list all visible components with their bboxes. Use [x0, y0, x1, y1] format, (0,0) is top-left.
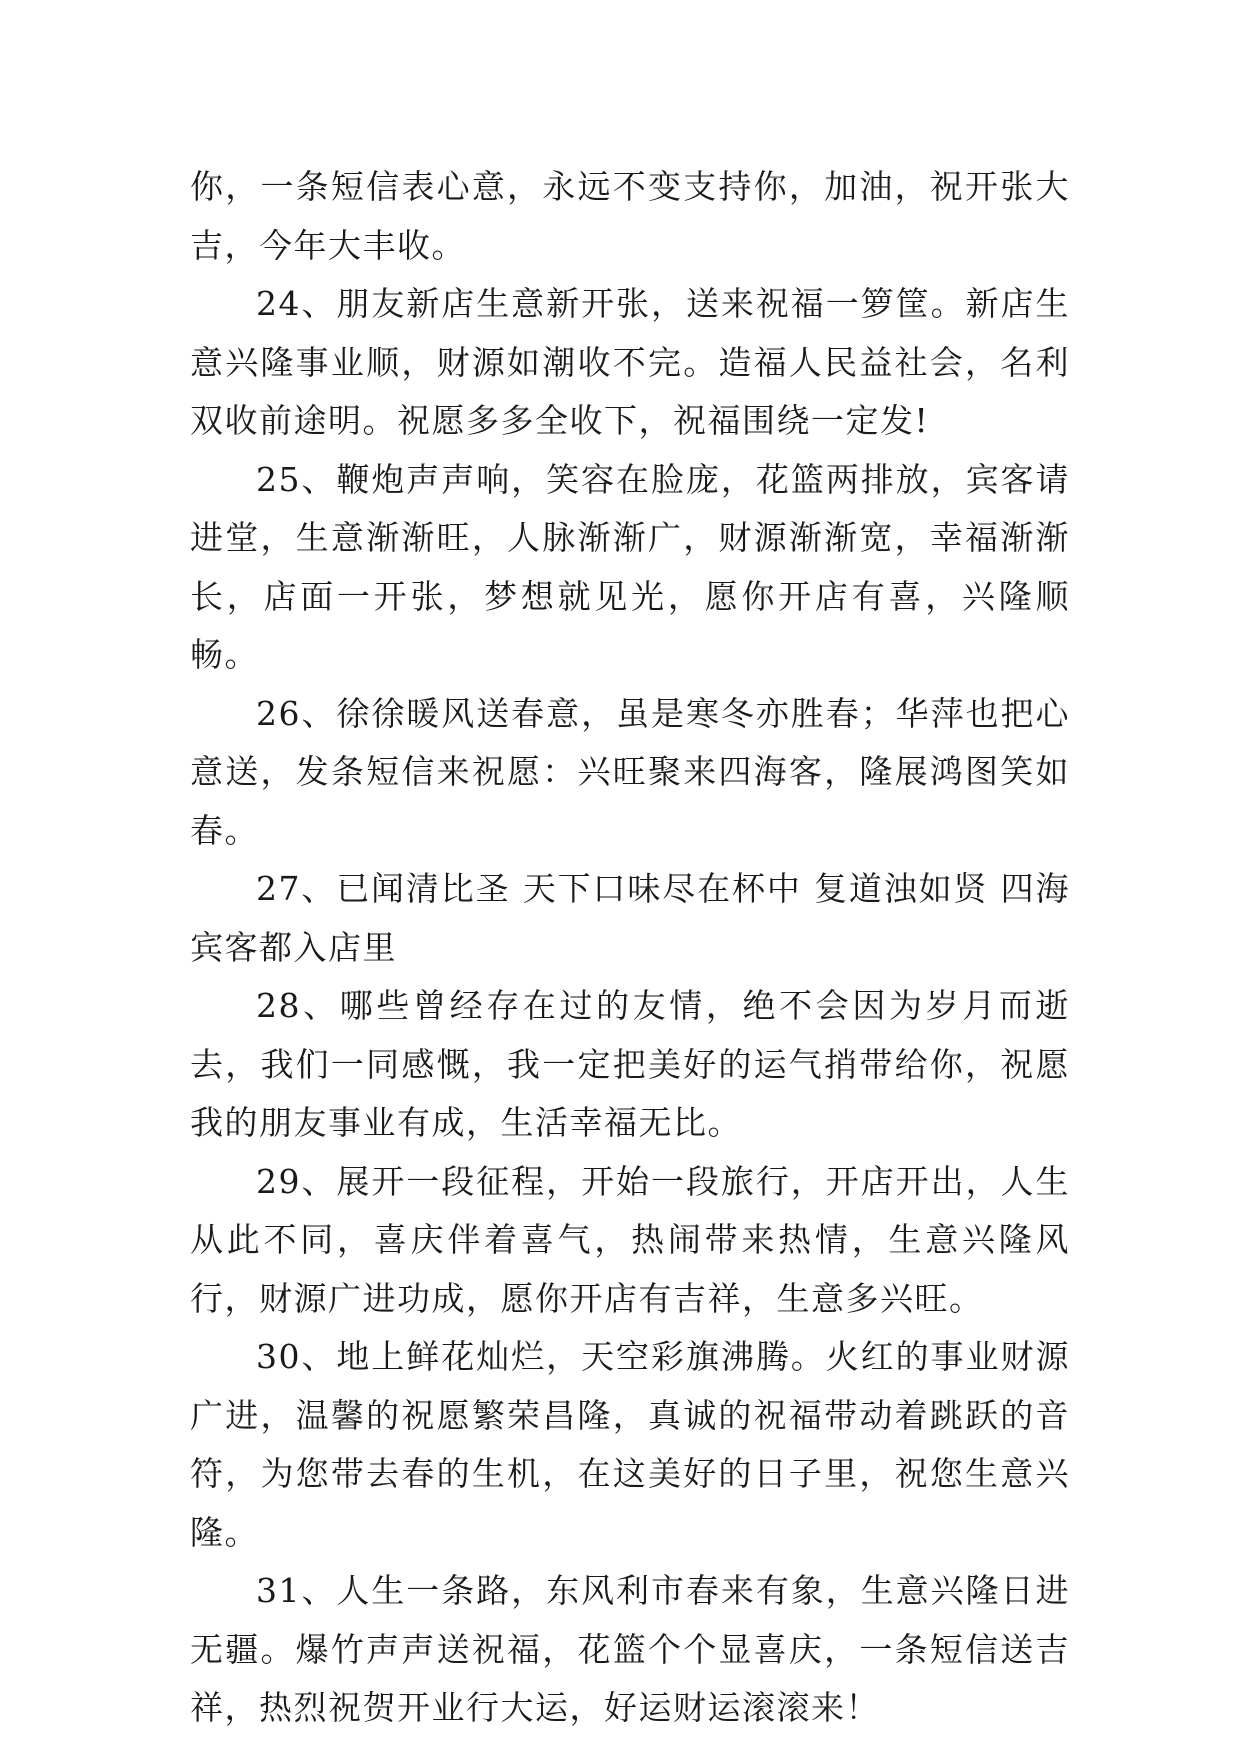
- paragraph-26: 26、徐徐暖风送春意，虽是寒冬亦胜春；华萍也把心意送，发条短信来祝愿：兴旺聚来四海客，隆展鸿图笑如春。: [190, 693, 1070, 850]
- paragraph-continuation: 你，一条短信表心意，永远不变支持你，加油，祝开张大吉，今年大丰收。: [190, 167, 1070, 265]
- paragraph-27: 27、已闻清比圣 天下口味尽在杯中 复道浊如贤 四海宾客都入店里: [190, 869, 1070, 967]
- paragraph-25: 25、鞭炮声声响，笑容在脸庞，花篮两排放，宾客请进堂，生意渐渐旺，人脉渐渐广，财源渐渐宽，幸福渐渐长，店面一开张，梦想就见光，愿你开店有喜，兴隆顺畅。: [190, 459, 1070, 674]
- document-body: [190, 158, 1070, 1738]
- paragraph-28: 28、哪些曾经存在过的友情，绝不会因为岁月而逝去，我们一同感慨，我一定把美好的运气捎带给你，祝愿我的朋友事业有成，生活幸福无比。: [190, 986, 1070, 1142]
- paragraph-31: 31、人生一条路，东风利市春来有象，生意兴隆日进无疆。爆竹声声送祝福，花篮个个显喜庆，一条短信送吉祥，热烈祝贺开业行大运，好运财运滚滚来！: [190, 1571, 1070, 1727]
- paragraph-24: 24、朋友新店生意新开张，送来祝福一箩筐。新店生意兴隆事业顺，财源如潮收不完。造福人民益社会，名利双收前途明。祝愿多多全收下，祝福围绕一定发!: [190, 284, 1070, 440]
- paragraph-30: 30、地上鲜花灿烂，天空彩旗沸腾。火红的事业财源广进，温馨的祝愿繁荣昌隆，真诚的祝福带动着跳跃的音符，为您带去春的生机，在这美好的日子里，祝您生意兴隆。: [190, 1337, 1070, 1552]
- paragraph-29: 29、展开一段征程，开始一段旅行，开店开出，人生从此不同，喜庆伴着喜气，热闹带来热情，生意兴隆风行，财源广进功成，愿你开店有吉祥，生意多兴旺。: [190, 1161, 1070, 1318]
